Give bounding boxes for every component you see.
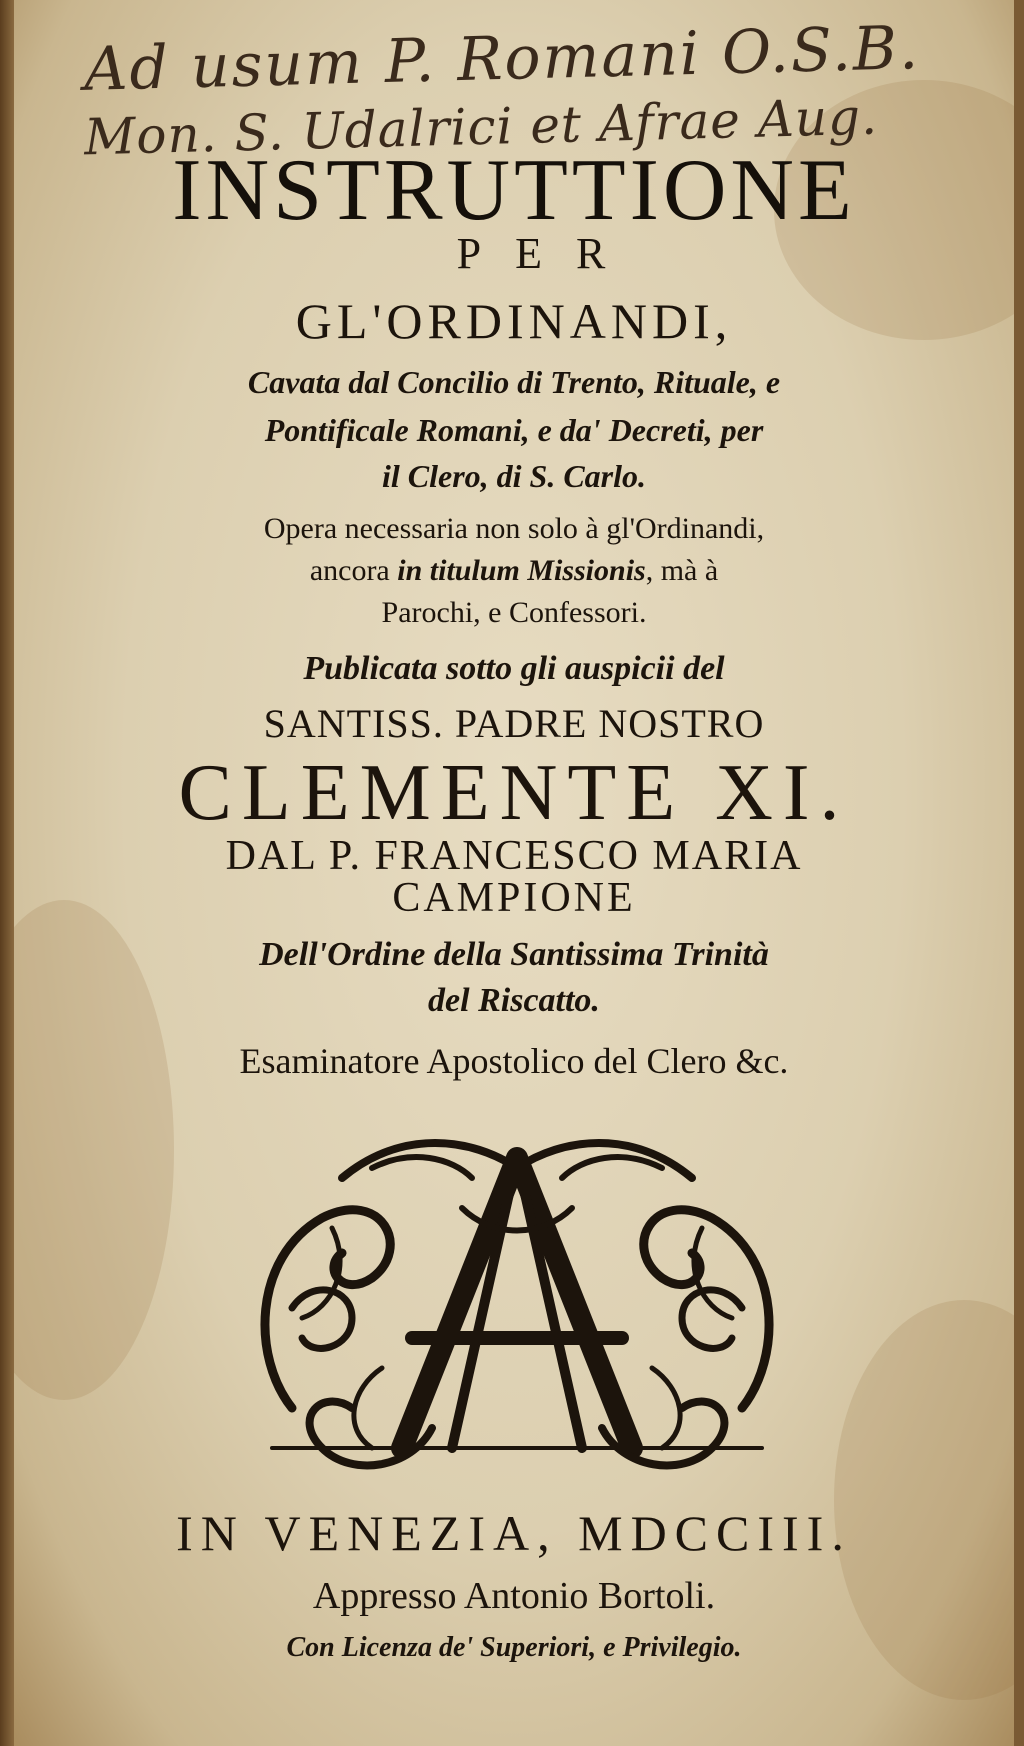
subtitle-line-1: Cavata dal Concilio di Trento, Rituale, e: [247, 364, 781, 400]
handwritten-inscription-line-1: Ad usum P. Romani O.S.B.: [83, 13, 921, 105]
author-line-2: CAMPIONE: [392, 875, 636, 921]
opera-line-2: [14, 554, 1014, 588]
imprint-license: Con Licenza de' Superiori, e Privilegio.: [286, 1632, 742, 1663]
printer-ornament-monogram: [232, 1108, 802, 1493]
opera-line-1: Opera necessaria non solo à gl'Ordinandi,: [263, 512, 765, 545]
author-order-line-1: Dell'Ordine della Santissima Trinità: [259, 936, 769, 973]
author-line-1: DAL P. FRANCESCO MARIA: [225, 833, 803, 879]
pope-name: CLEMENTE XI.: [178, 749, 850, 837]
handwritten-inscription-line-2: Mon. S. Udalrici et Afrae Aug.: [83, 87, 879, 167]
imprint-printer: Appresso Antonio Bortoli.: [312, 1575, 716, 1617]
title-per: PER: [456, 229, 640, 278]
title-ordinandi: GL'ORDINANDI,: [295, 293, 733, 349]
subtitle-line-2: Pontificale Romani, e da' Decreti, per: [264, 412, 764, 448]
imprint-place-date: IN VENEZIA, MDCCIII.: [176, 1505, 852, 1561]
paper-stain: [14, 900, 174, 1400]
publication-line: Publicata sotto gli auspicii del: [303, 650, 725, 687]
author-order-line-2: del Riscatto.: [428, 982, 600, 1019]
subtitle-line-3: il Clero, di S. Carlo.: [381, 458, 647, 494]
dedication-line: SANTISS. PADRE NOSTRO: [263, 701, 765, 746]
opera-line-2-start: ancora: [309, 554, 398, 587]
author-role: Esaminatore Apostolico del Clero &c.: [239, 1041, 789, 1081]
title-page: [14, 0, 1014, 1746]
opera-line-3: Parochi, e Confessori.: [381, 596, 647, 629]
opera-line-2-end: , mà à: [645, 554, 719, 587]
opera-line-2-latin: in titulum Missionis: [397, 554, 646, 587]
main-title: INSTRUTTIONE: [172, 142, 856, 239]
book-spine-edge: [0, 0, 14, 1746]
